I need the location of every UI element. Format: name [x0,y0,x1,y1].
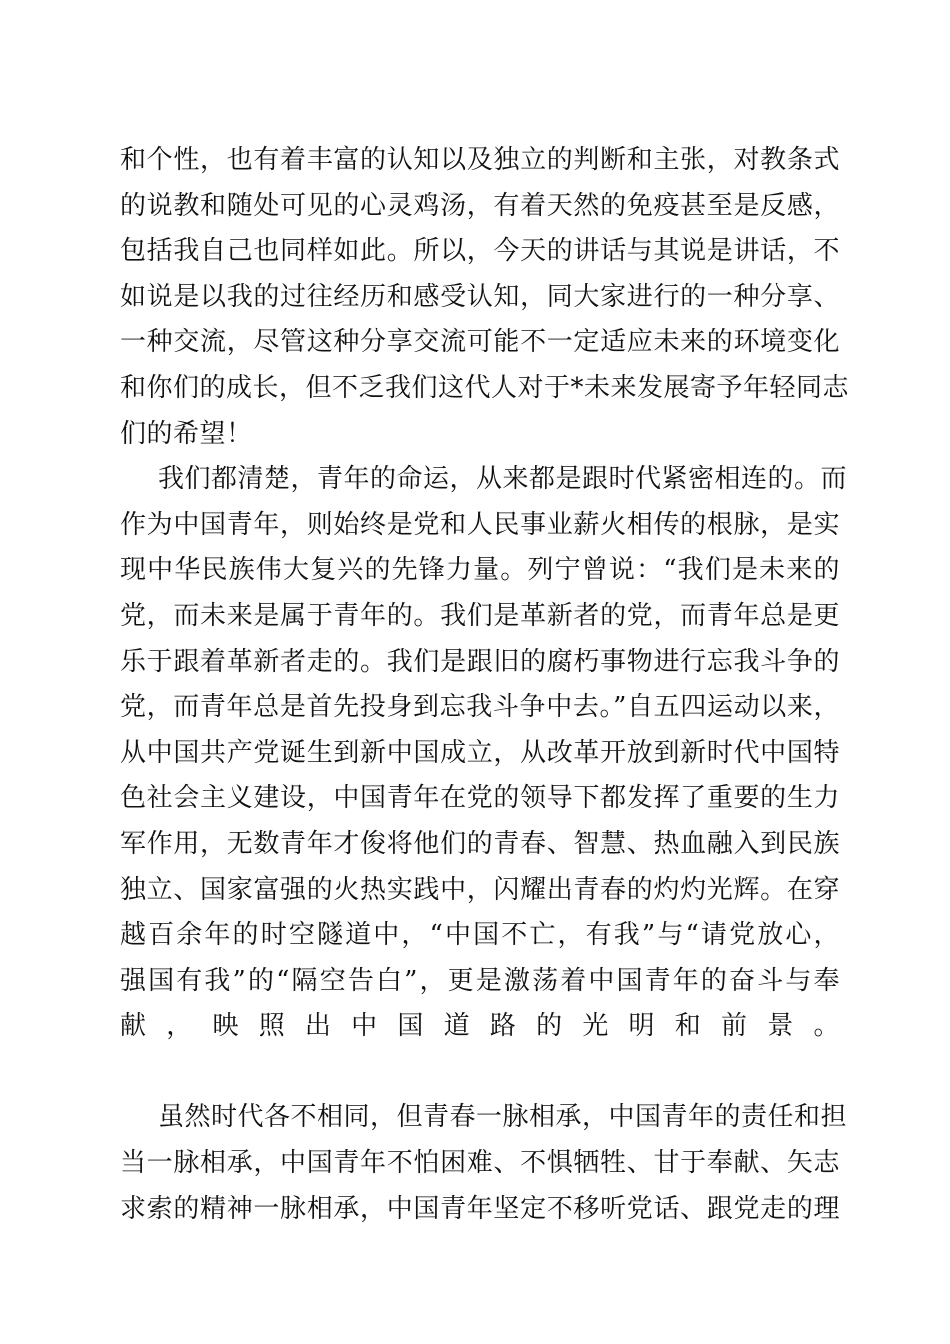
text-line: 军作用，无数青年才俊将他们的青春、智慧、热血融入到民族 [120,828,840,859]
text-line: 作为中国青年，则始终是党和人民事业薪火相传的根脉，是实 [120,509,840,540]
body-text [120,138,850,1232]
text-line: 色社会主义建设，中国青年在党的领导下都发挥了重要的生力 [120,783,840,814]
text-line: 虽然时代各不相同，但青春一脉相承，中国青年的责任和担 [158,1102,848,1133]
text-line: 的说教和随处可见的心灵鸡汤，有着天然的免疫甚至是反感， [120,190,840,221]
text-line: 乐于跟着革新者走的。我们是跟旧的腐朽事物进行忘我斗争的 [120,646,840,677]
text-line: 党，而青年总是首先投身到忘我斗争中去。”自五四运动以来， [120,692,840,723]
text-line: 从中国共产党诞生到新中国成立，从改革开放到新时代中国特 [120,737,840,768]
text-line: 和个性，也有着丰富的认知以及独立的判断和主张，对教条式 [120,145,840,175]
text-line: 独立、国家富强的火热实践中，闪耀出青春的灼灼光辉。在穿 [120,874,840,905]
text-line: 现中华民族伟大复兴的先锋力量。列宁曾说：“我们是未来的 [120,555,840,586]
paragraph-2 [120,457,848,1095]
text-line: 强国有我”的“隔空告白”，更是激荡着中国青年的奋斗与奉 [120,965,840,996]
text-line [120,1050,840,1096]
text-line: 党，而未来是属于青年的。我们是革新者的党，而青年总是更 [120,600,840,631]
text-line: 如说是以我的过往经历和感受认知，同大家进行的一种分享、 [120,281,840,312]
paragraph-3 [120,1095,848,1232]
paragraph-1 [120,138,850,457]
text-line: 越百余年的时空隧道中，“中国不亡，有我”与“请党放心， [120,920,840,951]
text-line: 献，映照出中国道路的光明和前景。 [120,1011,840,1042]
text-line: 当一脉相承，中国青年不怕困难、不惧牺牲、甘于奉献、矢志 [120,1148,840,1179]
text-line: 们的希望！ [120,418,253,449]
text-line: 包括我自己也同样如此。所以，今天的讲话与其说是讲话，不 [120,236,840,267]
text-line: 我们都清楚，青年的命运，从来都是跟时代紧密相连的。而 [158,464,848,495]
text-line: 和你们的成长，但不乏我们这代人对于*未来发展寄予年轻同志 [120,372,850,403]
text-line: 一种交流，尽管这种分享交流可能不一定适应未来的环境变化 [120,327,840,358]
text-line: 求索的精神一脉相承，中国青年坚定不移听党话、跟党走的理 [120,1193,840,1224]
